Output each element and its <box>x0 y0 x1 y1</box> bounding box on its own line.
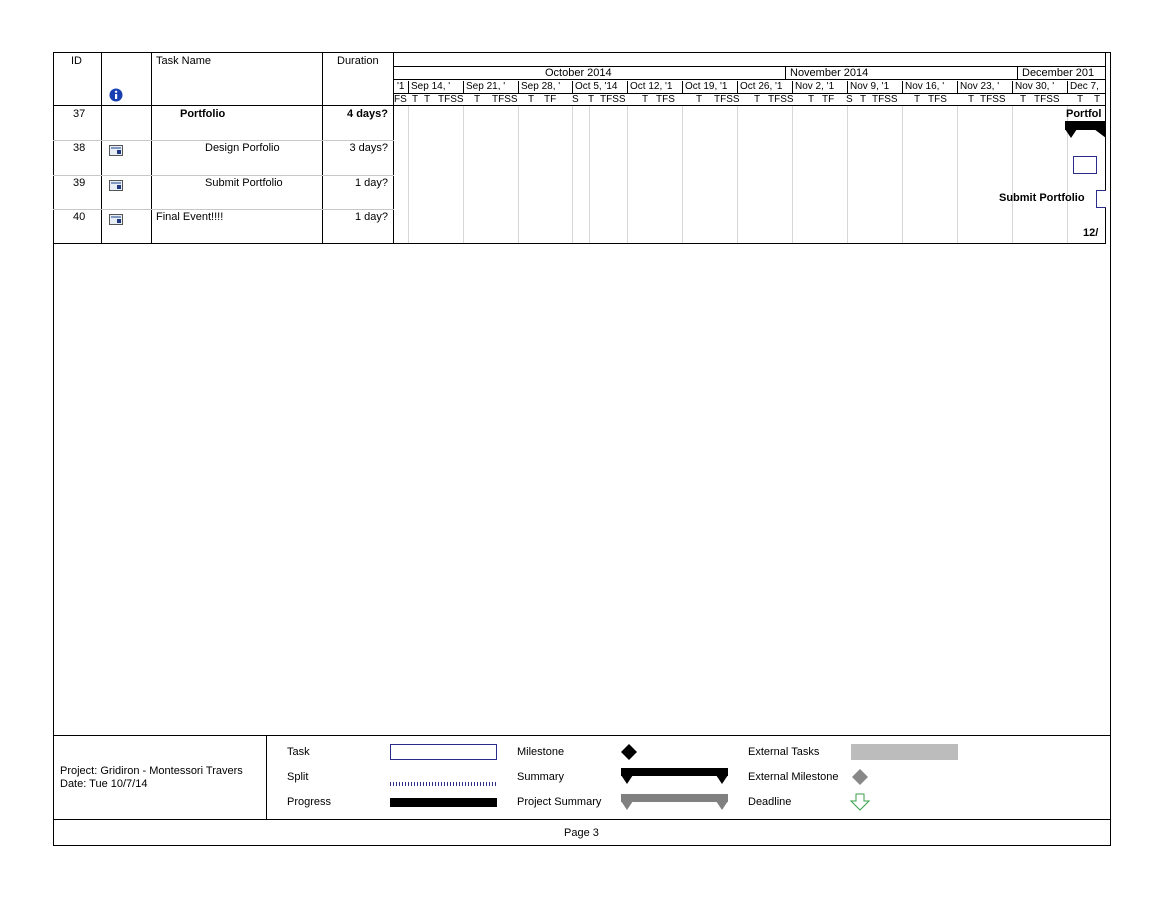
page-number: Page 3 <box>564 827 599 839</box>
day-label: T <box>1020 94 1027 105</box>
footer-divider <box>53 819 1111 820</box>
grid-line <box>572 106 573 243</box>
day-label: T <box>968 94 975 105</box>
week-divider <box>627 81 628 93</box>
day-label: T <box>1094 94 1101 105</box>
day-label: T <box>754 94 761 105</box>
legend-split-swatch <box>390 782 497 786</box>
legend-summary-label: Summary <box>517 771 565 783</box>
week-label: Nov 30, ' <box>1015 81 1055 92</box>
day-row <box>394 94 1105 106</box>
legend-project-summary-label: Project Summary <box>517 796 602 808</box>
grid-line <box>463 106 464 243</box>
day-label: TFS <box>928 94 947 105</box>
legend-task-label: Task <box>287 746 310 758</box>
timescale-line <box>394 79 1105 80</box>
day-label: FS <box>394 94 407 105</box>
timescale-line <box>394 66 1105 67</box>
grid-line <box>847 106 848 243</box>
month-label: October 2014 <box>545 67 612 79</box>
project-name: Project: Gridiron - Montessori Travers <box>60 765 243 777</box>
week-label: Nov 9, '1 <box>850 81 890 92</box>
day-label: S <box>572 94 579 105</box>
day-label: TFSS <box>872 94 898 105</box>
legend-external-milestone-label: External Milestone <box>748 771 839 783</box>
week-label: Nov 2, '1 <box>795 81 835 92</box>
grid-line <box>792 106 793 243</box>
grid-line <box>737 106 738 243</box>
grid-line <box>518 106 519 243</box>
day-label: T <box>696 94 703 105</box>
week-label: Sep 14, ' <box>411 81 451 92</box>
grid-line <box>627 106 628 243</box>
grid-line <box>902 106 903 243</box>
day-label: T <box>474 94 481 105</box>
week-divider <box>682 81 683 93</box>
external-milestone-diamond-icon <box>852 769 868 785</box>
row-separator <box>53 209 394 210</box>
task-duration: 3 days? <box>349 142 388 154</box>
footer-top <box>53 735 1111 736</box>
day-label: T <box>808 94 815 105</box>
day-label: TFSS <box>438 94 464 105</box>
week-divider <box>737 81 738 93</box>
month-divider <box>1017 67 1018 80</box>
table-divider <box>101 53 102 244</box>
week-label: Nov 16, ' <box>905 81 945 92</box>
week-label: Oct 19, '1 <box>685 81 728 92</box>
header-task-name: Task Name <box>156 55 212 67</box>
info-icon <box>109 88 123 102</box>
week-divider <box>957 81 958 93</box>
week-divider <box>792 81 793 93</box>
grid-line <box>1012 106 1013 243</box>
day-label: TF <box>822 94 835 105</box>
week-label: Sep 28, ' <box>521 81 561 92</box>
milestone-diamond-icon <box>621 744 637 760</box>
day-label: T <box>914 94 921 105</box>
calendar-task-icon <box>109 214 123 225</box>
legend-milestone-label: Milestone <box>517 746 565 758</box>
week-label: Oct 26, '1 <box>740 81 783 92</box>
header-id: ID <box>71 55 82 67</box>
task-name[interactable]: Final Event!!!! <box>156 211 224 223</box>
table-divider <box>151 53 152 244</box>
day-label: S <box>846 94 853 105</box>
summary-bar[interactable] <box>1064 121 1106 141</box>
grid-line <box>589 106 590 243</box>
week-divider <box>847 81 848 93</box>
row-separator <box>53 175 394 176</box>
legend-external-tasks-label: External Tasks <box>748 746 820 758</box>
calendar-task-icon <box>109 180 123 191</box>
month-label: December 201 <box>1022 67 1095 79</box>
table-bottom <box>53 243 1106 244</box>
task-duration: 4 days? <box>347 108 388 120</box>
day-label: T <box>588 94 595 105</box>
legend-deadline-label: Deadline <box>748 796 792 808</box>
day-label: T <box>1077 94 1084 105</box>
day-label: TFS <box>656 94 675 105</box>
day-label: TFSS <box>1034 94 1060 105</box>
day-label: TFSS <box>600 94 626 105</box>
week-label: '1 <box>397 81 405 92</box>
week-label: Nov 23, ' <box>960 81 1000 92</box>
week-divider <box>1067 81 1068 93</box>
day-label: TFSS <box>714 94 740 105</box>
task-id: 38 <box>73 142 86 154</box>
date-label: 12/ <box>1083 227 1099 239</box>
week-divider <box>1012 81 1013 93</box>
week-divider <box>408 81 409 93</box>
calendar-task-icon <box>109 145 123 156</box>
day-label: TFSS <box>980 94 1006 105</box>
grid-line <box>957 106 958 243</box>
week-label: Sep 21, ' <box>466 81 506 92</box>
header-duration: Duration <box>337 55 379 67</box>
task-id: 39 <box>73 177 86 189</box>
task-name[interactable]: Portfolio <box>180 108 226 120</box>
week-divider <box>902 81 903 93</box>
task-id: 40 <box>73 211 86 223</box>
day-label: T <box>412 94 419 105</box>
month-divider <box>785 67 786 80</box>
week-row <box>394 81 1105 93</box>
legend-external-tasks-swatch <box>851 744 958 760</box>
day-label: TFSS <box>768 94 794 105</box>
legend-summary-swatch <box>621 768 728 786</box>
week-label: Dec 7, <box>1070 81 1099 92</box>
chart-grid <box>394 106 1105 243</box>
footer-divider <box>266 735 267 820</box>
day-label: T <box>642 94 649 105</box>
week-label: Oct 12, '1 <box>630 81 673 92</box>
summary-bar-label: Portfol <box>1066 108 1102 120</box>
task-bar-label: Submit Portfolio <box>999 192 1085 204</box>
legend-progress-label: Progress <box>287 796 332 808</box>
legend-split-label: Split <box>287 771 309 783</box>
month-label: November 2014 <box>790 67 869 79</box>
day-label: T <box>860 94 867 105</box>
grid-line <box>682 106 683 243</box>
day-label: TF <box>544 94 557 105</box>
row-separator <box>53 140 394 141</box>
deadline-arrow-icon <box>850 793 870 811</box>
grid-line <box>408 106 409 243</box>
task-name[interactable]: Submit Portfolio <box>205 177 283 189</box>
week-label: Oct 5, '14 <box>575 81 618 92</box>
task-name[interactable]: Design Porfolio <box>205 142 280 154</box>
task-id: 37 <box>73 108 86 120</box>
week-divider <box>518 81 519 93</box>
legend-project-summary-swatch <box>621 794 728 812</box>
task-bar[interactable] <box>1073 156 1097 174</box>
project-date: Date: Tue 10/7/14 <box>60 778 148 790</box>
week-divider <box>463 81 464 93</box>
day-label: T <box>528 94 535 105</box>
day-label: TFSS <box>492 94 518 105</box>
legend-progress-swatch <box>390 798 497 807</box>
legend-task-swatch <box>390 744 497 760</box>
day-label: T <box>424 94 431 105</box>
table-divider <box>1105 53 1106 244</box>
task-bar[interactable] <box>1096 190 1106 208</box>
task-duration: 1 day? <box>354 211 388 223</box>
task-duration: 1 day? <box>354 177 388 189</box>
week-divider <box>572 81 573 93</box>
